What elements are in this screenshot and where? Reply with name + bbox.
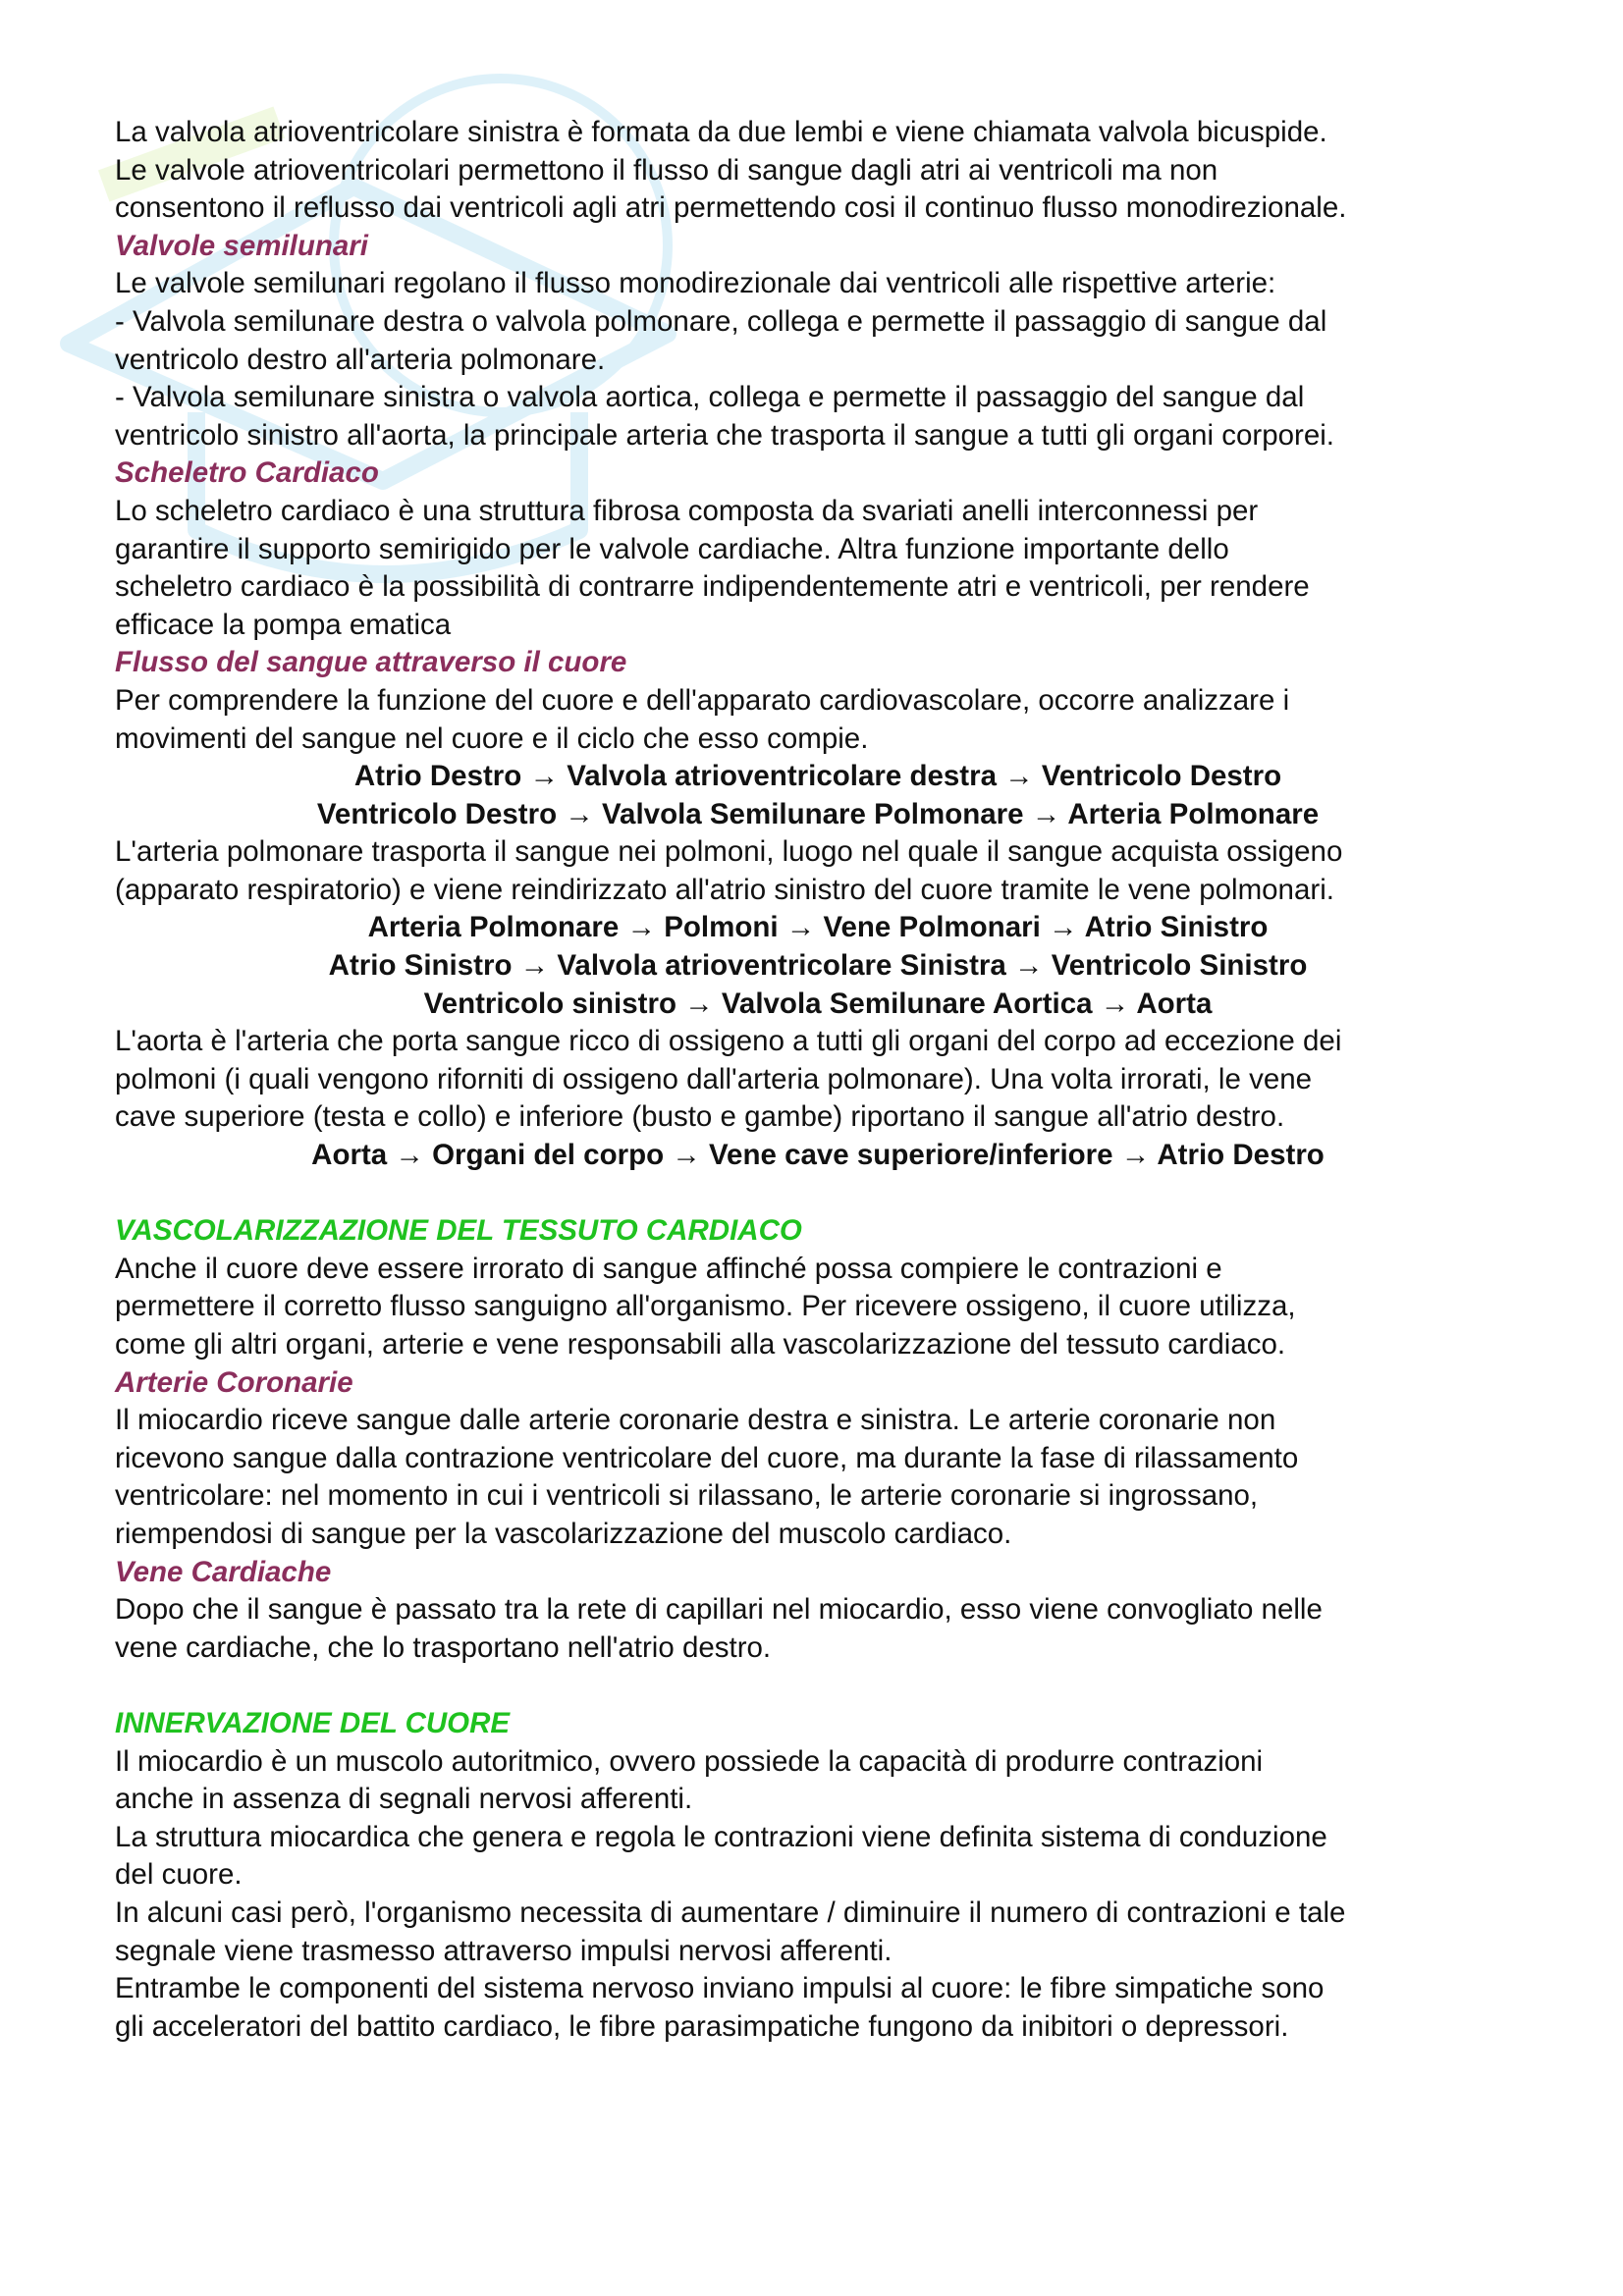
section-heading-vascolarizzazione: VASCOLARIZZAZIONE DEL TESSUTO CARDIACO (115, 1214, 802, 1248)
paragraph-line: Lo scheletro cardiaco è una struttura fibrosa composta da svariati anelli interconnessi per (115, 494, 1259, 527)
spacer (115, 1667, 1529, 1705)
flow-line: Atrio Sinistro → Valvola atrioventricolare Sinistra → Ventricolo Sinistro (328, 949, 1308, 983)
paragraph-line: Per comprendere la funzione del cuore e dell'apparato cardiovascolare, occorre analizzare i (115, 683, 1290, 717)
paragraph-line: polmoni (i quali vengono riforniti di ossigeno dall'arteria polmonare). Una volta irrorati, le vene (115, 1062, 1313, 1095)
paragraph-line: ventricolare: nel momento in cui i ventricoli si rilassano, le arterie coronarie si ingrossano, (115, 1479, 1259, 1513)
paragraph-line: come gli altri organi, arterie e vene responsabili alla vascolarizzazione del tessuto cardiaco. (115, 1328, 1286, 1361)
list-item-line: - Valvola semilunare destra o valvola polmonare, collega e permette il passaggio di sangue dal (115, 304, 1327, 338)
paragraph-line: Entrambe le componenti del sistema nervoso inviano impulsi al cuore: le fibre simpatiche sono (115, 1972, 1325, 2005)
subheading-vene-cardiache: Vene Cardiache (115, 1555, 332, 1588)
list-item-line: - Valvola semilunare sinistra o valvola aortica, collega e permette il passaggio del sangue dal (115, 381, 1305, 414)
flow-line: Ventricolo sinistro → Valvola Semilunare Aortica → Aorta (423, 987, 1213, 1020)
subheading-scheletro-cardiaco: Scheletro Cardiaco (115, 456, 379, 490)
paragraph-line: cave superiore (testa e collo) e inferiore (busto e gambe) riportano il sangue all'atrio destro. (115, 1100, 1285, 1134)
list-item-line: ventricolo sinistro all'aorta, la principale arteria che trasporta il sangue a tutti gli organi corporei. (115, 418, 1334, 452)
paragraph-line: vene cardiache, che lo trasportano nell'atrio destro. (115, 1630, 772, 1664)
paragraph-line: Le valvole atrioventricolari permettono il flusso di sangue dagli atri ai ventricoli ma non (115, 153, 1218, 187)
paragraph-line: scheletro cardiaco è la possibilità di contrarre indipendentemente atri e ventricoli, per rendere (115, 570, 1310, 604)
paragraph-line: garantire il supporto semirigido per le valvole cardiache. Altra funzione importante dello (115, 532, 1229, 565)
subheading-flusso-sangue: Flusso del sangue attraverso il cuore (115, 646, 627, 679)
paragraph-line: segnale viene trasmesso attraverso impulsi nervosi afferenti. (115, 1934, 893, 1967)
paragraph: Le valvole semilunari regolano il flusso monodirezionale dai ventricoli alle rispettive arterie: (115, 267, 1276, 300)
paragraph-line: L'arteria polmonare trasporta il sangue nei polmoni, luogo nel quale il sangue acquista ossigeno (115, 835, 1343, 869)
paragraph-line: In alcuni casi però, l'organismo necessita di aumentare / diminuire il numero di contrazioni e tale (115, 1896, 1346, 1929)
paragraph: La valvola atrioventricolare sinistra è formata da due lembi e viene chiamata valvola bicuspide. (115, 116, 1327, 148)
list-item-line: ventricolo destro all'arteria polmonare. (115, 343, 606, 376)
subheading-arterie-coronarie: Arterie Coronarie (115, 1365, 353, 1399)
paragraph-line: gli acceleratori del battito cardiaco, le fibre parasimpatiche fungono da inibitori o depressori. (115, 2009, 1289, 2043)
paragraph-line: riempendosi di sangue per la vascolarizzazione del muscolo cardiaco. (115, 1517, 1012, 1550)
paragraph-line: L'aorta è l'arteria che porta sangue ricco di ossigeno a tutti gli organi del corpo ad eccezione dei (115, 1025, 1342, 1058)
paragraph-line: consentono il reflusso dai ventricoli agli atri permettendo cosi il continuo flusso monodirezionale. (115, 191, 1347, 225)
paragraph-line: La struttura miocardica che genera e regola le contrazioni viene definita sistema di conduzione (115, 1820, 1327, 1853)
flow-line: Aorta → Organi del corpo → Vene cave superiore/inferiore → Atrio Destro (311, 1139, 1325, 1172)
document-page (115, 114, 1529, 2046)
paragraph-line: ricevono sangue dalla contrazione ventricolare del cuore, ma durante la fase di rilassamento (115, 1441, 1299, 1474)
paragraph-line: Il miocardio riceve sangue dalle arterie coronarie destra e sinistra. Le arterie coronarie non (115, 1404, 1276, 1437)
flow-line: Ventricolo Destro → Valvola Semilunare Polmonare → Arteria Polmonare (316, 797, 1320, 830)
paragraph-line: movimenti del sangue nel cuore e il ciclo che esso compie. (115, 721, 869, 755)
subheading-valvole-semilunari: Valvole semilunari (115, 229, 368, 262)
paragraph-line: del cuore. (115, 1858, 243, 1892)
paragraph-line: (apparato respiratorio) e viene reindirizzato all'atrio sinistro del cuore tramite le vene polmonari. (115, 873, 1334, 906)
paragraph-line: Dopo che il sangue è passato tra la rete di capillari nel miocardio, esso viene convogliato nelle (115, 1593, 1323, 1627)
paragraph-line: permettere il corretto flusso sanguigno all'organismo. Per ricevere ossigeno, il cuore utilizza, (115, 1290, 1296, 1323)
flow-line: Arteria Polmonare → Polmoni → Vene Polmonari → Atrio Sinistro (367, 911, 1269, 944)
paragraph-line: Anche il cuore deve essere irrorato di sangue affinché possa compiere le contrazioni e (115, 1252, 1222, 1285)
spacer (115, 1175, 1529, 1213)
paragraph-line: anche in assenza di segnali nervosi afferenti. (115, 1783, 693, 1816)
paragraph-line: Il miocardio è un muscolo autoritmico, ovvero possiede la capacità di produrre contrazioni (115, 1744, 1264, 1778)
paragraph-line: efficace la pompa ematica (115, 608, 452, 641)
section-heading-innervazione: INNERVAZIONE DEL CUORE (115, 1706, 511, 1739)
flow-line: Atrio Destro → Valvola atrioventricolare destra → Ventricolo Destro (353, 760, 1282, 793)
